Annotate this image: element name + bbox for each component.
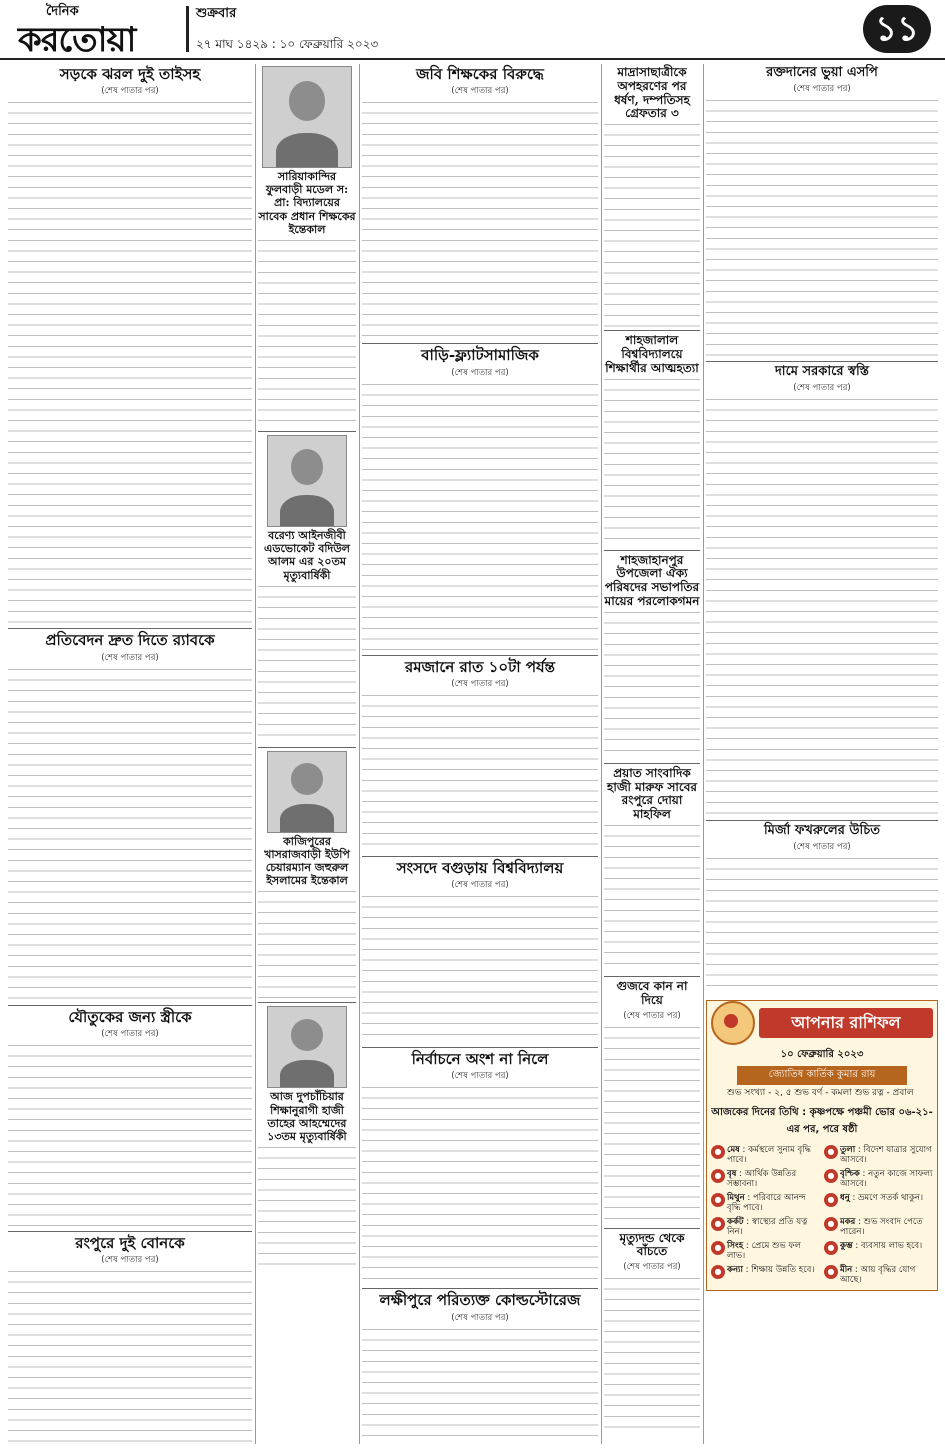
article-body xyxy=(8,1043,252,1228)
zodiac-sign-text: আর্থিক উন্নতির সম্ভাবনা। xyxy=(727,1168,797,1190)
masthead-divider xyxy=(186,6,189,52)
horoscope-text: কুম্ভ : ব্যবসায় লাভ হবে। xyxy=(840,1240,923,1251)
zodiac-sign-text: ব্যবসায় লাভ হবে। xyxy=(860,1240,923,1251)
article-headline: সংসদে বগুড়ায় বিশ্ববিদ্যালয় xyxy=(396,858,564,877)
zodiac-sign-icon: ● xyxy=(711,1169,725,1183)
zodiac-sign-text: কর্মস্থলে সুনাম বৃদ্ধি পাবে। xyxy=(727,1144,811,1166)
article-body xyxy=(604,122,700,327)
article-body xyxy=(362,1085,598,1285)
continued-label: (শেষ পাতার পর) xyxy=(623,1262,681,1273)
horoscope-grid xyxy=(707,1141,937,1290)
horoscope-text: বৃষ : আর্থিক উন্নতির সম্ভাবনা। xyxy=(727,1168,797,1190)
zodiac-sign-icon: ● xyxy=(711,1241,725,1255)
continued-label: (শেষ পাতার পর) xyxy=(451,367,509,378)
zodiac-sign-icon: ● xyxy=(824,1169,838,1183)
horoscope-date: ১০ ফেব্রুয়ারি ২০২৩ xyxy=(780,1048,864,1060)
article-body xyxy=(362,100,598,340)
zodiac-sign-name: মেষ xyxy=(727,1144,740,1155)
article-headline: মাদ্রাসাছাত্রীকে অপহরণের পর ধর্ষণ, দম্পতিসহ গ্রেফতার ৩ xyxy=(614,65,690,121)
zodiac-sign-icon: ● xyxy=(824,1241,838,1255)
zodiac-sign-icon: ● xyxy=(711,1193,725,1207)
horoscope-item xyxy=(824,1169,933,1190)
horoscope-text: সিংহ : প্রেমে শুভ ফল লাভ। xyxy=(727,1240,801,1262)
obituary-caption: বরেণ্য আইনজীবী এডভোকেট বদিউল আলম এর ২০তম মৃত্যুবার্ষিকী xyxy=(263,528,351,582)
article-body xyxy=(604,1276,700,1436)
horoscope-item xyxy=(711,1241,820,1262)
zodiac-sign-icon: ● xyxy=(824,1265,838,1279)
continued-label: (শেষ পাতার পর) xyxy=(451,86,509,97)
horoscope-text: তুলা : বিদেশ যাত্রার সুযোগ আসবে। xyxy=(840,1144,932,1166)
continued-label: (শেষ পাতার পর) xyxy=(451,880,509,890)
article-headline: রংপুরে দুই বোনকে xyxy=(75,1233,185,1252)
horoscope-text: কন্যা : শিক্ষায় উন্নতি হবে। xyxy=(727,1264,815,1275)
horoscope-title: আপনার রাশিফল xyxy=(759,1008,933,1038)
article-body xyxy=(362,894,598,1044)
article-body xyxy=(706,856,938,996)
article-headline: রক্তদানের ভুয়া এসপি xyxy=(766,65,878,80)
horoscope-banner xyxy=(707,1001,937,1045)
article-body xyxy=(362,1327,598,1445)
zodiac-sign-name: তুলা xyxy=(840,1144,856,1155)
article-headline: সড়কে ঝরল দুই তাইসহ xyxy=(59,65,201,83)
continued-label: (শেষ পাতার পর) xyxy=(101,1028,159,1039)
column-divider xyxy=(601,64,602,1444)
zodiac-sign-icon: ● xyxy=(824,1145,838,1159)
article-body xyxy=(258,889,356,999)
column-1 xyxy=(8,64,252,1444)
newspaper-logo: দৈনিক করতোয়া xyxy=(18,4,136,60)
column-divider xyxy=(703,64,704,1444)
horoscope-item xyxy=(824,1193,933,1214)
horoscope-text: মীন : আয় বৃদ্ধির যোগ আছে। xyxy=(840,1264,916,1286)
continued-label: (শেষ পাতার পর) xyxy=(101,86,159,97)
article-headline: দামে সরকারে স্বস্তি xyxy=(774,363,870,379)
zodiac-sign-name: বৃষ xyxy=(727,1168,737,1179)
continued-label: (শেষ পাতার পর) xyxy=(451,1312,509,1323)
horoscope-item xyxy=(711,1169,820,1190)
horoscope-lucky: শুভ সংখ্যা - ২, ৫ শুভ বর্ণ - কমলা শুভ রত্ন - প্রবাল xyxy=(727,1087,914,1098)
masthead xyxy=(0,0,945,60)
portrait-photo xyxy=(267,751,347,833)
continued-label: (শেষ পাতার পর) xyxy=(451,678,509,689)
article-body xyxy=(706,98,938,358)
continued-label: (শেষ পাতার পর) xyxy=(101,1255,159,1265)
horoscope-text: বৃশ্চিক : নতুন কাজে সাফল্য আসবে। xyxy=(840,1168,933,1190)
horoscope-item xyxy=(711,1217,820,1238)
column-5 xyxy=(706,64,938,1444)
column-4 xyxy=(604,64,700,1444)
continued-label: (শেষ পাতার পর) xyxy=(793,841,851,852)
continued-label: (শেষ পাতার পর) xyxy=(623,1010,681,1021)
horoscope-item xyxy=(824,1241,933,1262)
continued-label: (শেষ পাতার পর) xyxy=(451,1071,509,1082)
zodiac-sign-icon: ● xyxy=(824,1193,838,1207)
article-body xyxy=(258,1145,356,1265)
issue-date: ২৭ মাঘ ১৪২৯ : ১০ ফেব্রুয়ারি ২০২৩ xyxy=(196,37,379,51)
zodiac-sign-text: আয় বৃদ্ধির যোগ আছে। xyxy=(840,1264,916,1286)
continued-label: (শেষ পাতার পর) xyxy=(101,652,159,663)
portrait-photo xyxy=(262,66,352,168)
zodiac-sign-name: কর্কট xyxy=(727,1216,744,1227)
horoscope-item xyxy=(824,1145,933,1166)
article-headline: মির্জা ফখরুলের উচিত xyxy=(763,822,881,838)
article-body xyxy=(604,823,700,973)
zodiac-sign-name: কন্যা xyxy=(727,1264,743,1275)
article-headline: যৌতুকের জন্য স্ত্রীকে xyxy=(68,1007,192,1026)
horoscope-item xyxy=(824,1217,933,1238)
article-body xyxy=(8,100,252,625)
article-headline: মৃত্যুদন্ড থেকে বাঁচতে xyxy=(619,1230,685,1259)
zodiac-sign-icon: ● xyxy=(711,1217,725,1231)
zodiac-sign-name: মিথুন xyxy=(727,1192,745,1203)
portrait-photo xyxy=(267,1006,347,1088)
article-body xyxy=(362,693,598,853)
zodiac-wheel-icon xyxy=(711,1001,755,1045)
article-headline: জবি শিক্ষকের বিরুদ্ধে xyxy=(416,65,544,83)
zodiac-sign-text: বিদেশ যাত্রার সুযোগ আসবে। xyxy=(840,1144,932,1166)
column-divider xyxy=(255,64,256,1444)
horoscope-item xyxy=(711,1265,820,1286)
zodiac-sign-name: সিংহ xyxy=(727,1240,744,1251)
horoscope-item xyxy=(711,1145,820,1166)
zodiac-sign-text: নতুন কাজে সাফল্য আসবে। xyxy=(840,1168,933,1190)
horoscope-author: জ্যোতিষ কার্তিক কুমার রায় xyxy=(737,1066,907,1085)
zodiac-sign-text: স্বাস্থ্যের প্রতি যত্ন নিন। xyxy=(727,1216,808,1238)
obituary-caption: কাজিপুরের খাসরাজবাড়ী ইউপি চেয়ারম্যান জহুরুল ইসলামের ইন্তেকাল xyxy=(264,834,350,888)
zodiac-sign-text: পরিবারে আনন্দ বৃদ্ধি পাবে। xyxy=(727,1192,806,1214)
article-body xyxy=(362,382,598,652)
horoscope-text: মকর : শুভ সংবাদ পেতে পারেন। xyxy=(840,1216,923,1238)
article-headline: শাহজাহানপুর উপজেলা ঐক্য পরিষদের সভাপতির মায়ের পরলোকগমন xyxy=(604,552,700,608)
zodiac-sign-icon: ● xyxy=(711,1265,725,1279)
portrait-photo xyxy=(267,435,347,527)
horoscope-today: আজকের দিনের তিথি : কৃষ্ণপক্ষে পঞ্চমী ভোর ০৬-২১-এর পর, পরে ষষ্ঠী xyxy=(711,1106,933,1135)
zodiac-sign-name: মকর xyxy=(840,1216,856,1227)
article-body xyxy=(258,238,356,428)
article-body xyxy=(604,610,700,760)
horoscope-item xyxy=(711,1193,820,1214)
article-headline: গুজবে কান না দিয়ে xyxy=(616,978,688,1007)
article-body xyxy=(604,1025,700,1225)
article-body xyxy=(258,584,356,744)
page-number: ১১ xyxy=(863,5,931,53)
zodiac-sign-text: ভ্রমণে সতর্ক থাকুন। xyxy=(858,1192,924,1203)
zodiac-sign-icon: ● xyxy=(711,1145,725,1159)
horoscope-text: মিথুন : পরিবারে আনন্দ বৃদ্ধি পাবে। xyxy=(727,1192,806,1214)
article-headline: প্রতিবেদন দ্রুত দিতে র‌্যাবকে xyxy=(45,631,215,650)
article-body xyxy=(706,397,938,817)
horoscope-text: মেষ : কর্মস্থলে সুনাম বৃদ্ধি পাবে। xyxy=(727,1144,811,1166)
article-headline: বাড়ি-ফ্ল্যাটসামাজিক xyxy=(421,346,539,365)
article-headline: নির্বাচনে অংশ না নিলে xyxy=(411,1050,549,1068)
article-body xyxy=(604,377,700,547)
column-2 xyxy=(258,64,356,1444)
obituary-caption: সারিয়াকান্দির ফুলবাড়ী মডেল স: প্রা: বিদ্যালয়ের সাবেক প্রধান শিক্ষকের ইন্তেকাল xyxy=(258,170,356,236)
obituary-caption: আজ দুপচাঁচিয়ার শিক্ষানুরাগী হাজী তাহের আহম্মেদের ১৩তম মৃত্যুবার্ষিকী xyxy=(267,1090,347,1143)
zodiac-sign-name: মীন xyxy=(840,1264,853,1275)
continued-label: (শেষ পাতার পর) xyxy=(793,83,851,94)
column-divider xyxy=(359,64,360,1444)
article-headline: রমজানে রাত ১০টা পর্যন্ত xyxy=(404,657,556,676)
horoscope-text: ধনু : ভ্রমণে সতর্ক থাকুন। xyxy=(840,1192,924,1203)
column-3 xyxy=(362,64,598,1444)
zodiac-sign-icon: ● xyxy=(824,1217,838,1231)
zodiac-sign-name: কুম্ভ xyxy=(840,1240,853,1251)
horoscope-item xyxy=(824,1265,933,1286)
zodiac-sign-text: শুভ সংবাদ পেতে পারেন। xyxy=(840,1216,923,1238)
issue-day: শুক্রবার xyxy=(196,6,237,21)
article-headline: লক্ষীপুরে পরিত্যক্ত কোল্ডস্টোরেজ xyxy=(379,1291,581,1310)
zodiac-sign-text: শিক্ষায় উন্নতি হবে। xyxy=(751,1264,815,1275)
zodiac-sign-name: ধনু xyxy=(840,1192,850,1203)
horoscope-box xyxy=(706,1000,938,1291)
zodiac-sign-text: প্রেমে শুভ ফল লাভ। xyxy=(727,1240,801,1262)
horoscope-text: কর্কট : স্বাস্থ্যের প্রতি যত্ন নিন। xyxy=(727,1216,808,1238)
continued-label: (শেষ পাতার পর) xyxy=(793,382,851,393)
article-headline: শাহজালাল বিশ্ববিদ্যালয়ে শিক্ষার্থীর আত্মহত্যা xyxy=(605,333,699,375)
article-body xyxy=(8,667,252,1002)
zodiac-sign-name: বৃশ্চিক xyxy=(840,1168,860,1179)
article-headline: প্রয়াত সাংবাদিক হাজী মারুফ সাবের রংপুরে দোয়া মাহফিল xyxy=(607,765,697,822)
article-body xyxy=(8,1269,252,1444)
